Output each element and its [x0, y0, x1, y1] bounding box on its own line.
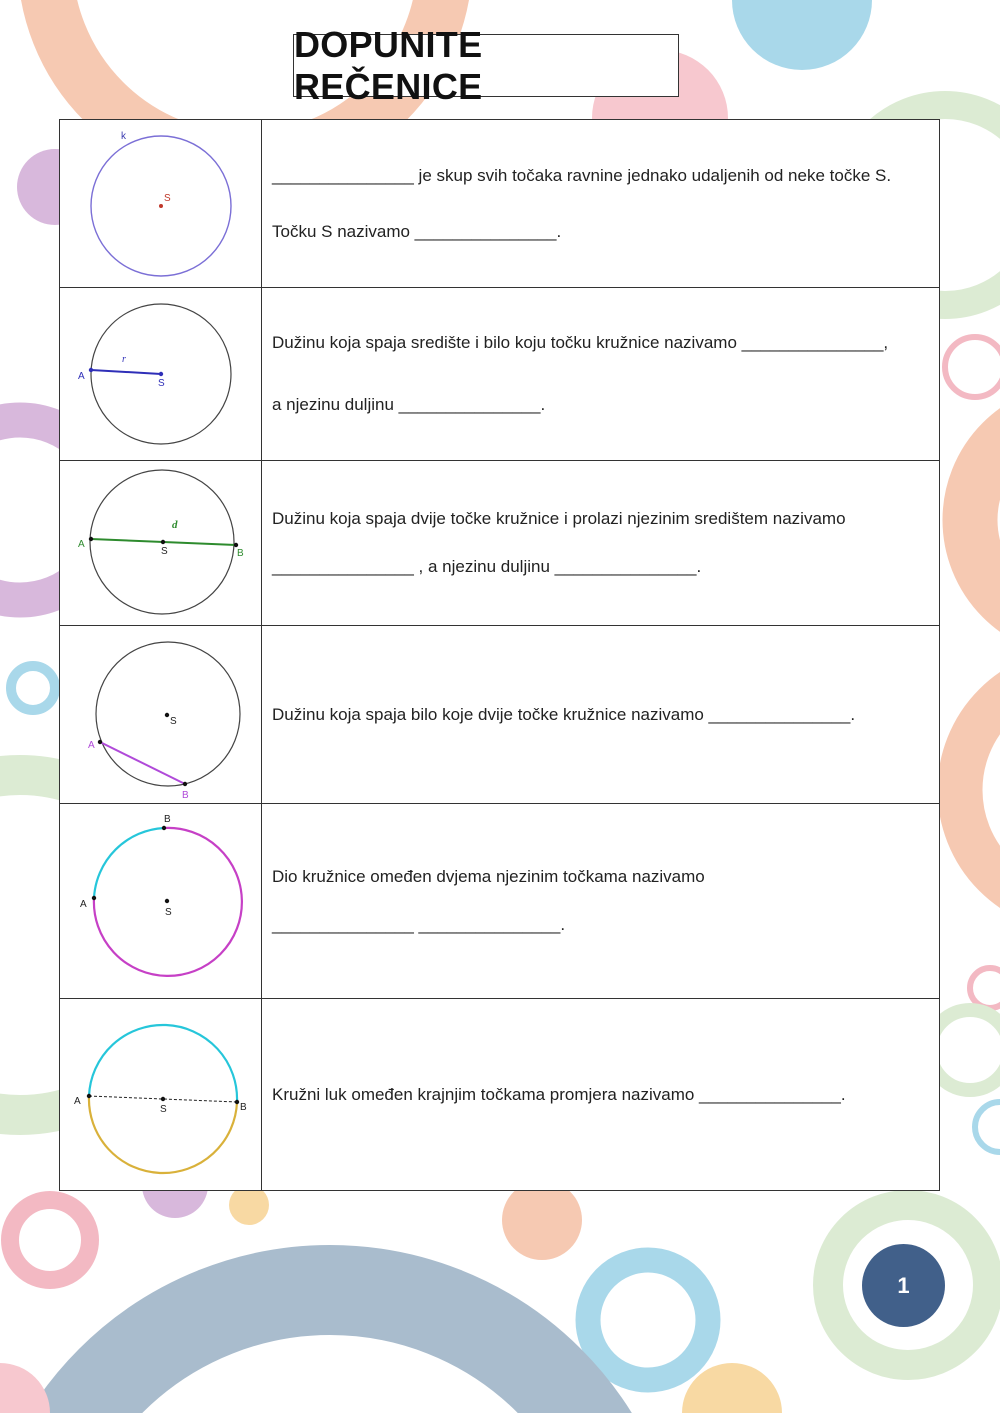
row-text: [262, 120, 940, 288]
table-row: [60, 288, 940, 461]
arc-minor: [94, 828, 164, 898]
row-text: [262, 804, 940, 999]
sentence-line: _______________ _______________.: [272, 915, 566, 934]
point-a: [92, 896, 96, 900]
label-a: A: [78, 539, 85, 550]
center-point: [161, 540, 165, 544]
row-text: [262, 626, 940, 804]
center-point: [159, 372, 163, 376]
sentence-line: a njezinu duljinu _______________.: [272, 395, 546, 414]
row-text: [262, 999, 940, 1191]
deco-ring-pink-bottom: [10, 1200, 90, 1280]
label-s: S: [161, 546, 168, 557]
deco-dot-yellow-bottom: [229, 1185, 269, 1225]
label-b: B: [164, 814, 171, 825]
label-b: B: [237, 548, 244, 559]
table-row: [60, 461, 940, 626]
sentence-line: Dužinu koja spaja dvije točke kružnice i prolazi njezinim središtem nazivamo: [272, 509, 846, 528]
deco-dot-pink-corner: [0, 1363, 50, 1413]
sentence-line: _______________ je skup svih točaka ravnine jednako udaljenih od neke točke S.: [272, 165, 892, 185]
sentence-line: Kružni luk omeđen krajnjim točkama promjera nazivamo _______________.: [272, 1084, 846, 1104]
table-row: [60, 804, 940, 999]
chord-segment: [100, 742, 185, 784]
worksheet-table: [59, 119, 940, 1191]
row-text: [262, 288, 940, 461]
point-a: [89, 537, 93, 541]
label-d: d: [172, 519, 178, 531]
figure-arc: [60, 804, 262, 999]
deco-ring-pink-right-2: [970, 968, 1000, 1008]
deco-ring-pink-right: [945, 337, 1000, 397]
row-text: [262, 461, 940, 626]
table-row: [60, 626, 940, 804]
figure-chord: [60, 626, 262, 804]
page-number-badge: 1: [862, 1244, 945, 1327]
center-point: [165, 899, 169, 903]
point-b: [162, 826, 166, 830]
point-b: [234, 543, 238, 547]
deco-ring-blue-left: [11, 666, 55, 710]
label-a: A: [88, 740, 95, 751]
page-title: DOPUNITE REČENICE: [293, 34, 679, 97]
table-row: [60, 120, 940, 288]
table-row: [60, 999, 940, 1191]
label-a: A: [74, 1096, 81, 1107]
figure-circle: [60, 120, 262, 288]
center-point: [159, 204, 163, 208]
label-s: S: [165, 907, 172, 918]
deco-ring-orange-right-2: [960, 670, 1000, 910]
sentence-line: Dio kružnice omeđen dvjema njezinim točkama nazivamo: [272, 867, 705, 886]
deco-ring-blue-bottom: [588, 1260, 708, 1380]
deco-ring-orange-right: [970, 410, 1000, 630]
figure-diameter: [60, 461, 262, 626]
deco-ring-green-right-2: [930, 1010, 1000, 1090]
figure-semicircle: [60, 999, 262, 1191]
sentence-line: Točku S nazivamo _______________.: [272, 221, 562, 241]
point-b: [235, 1100, 239, 1104]
label-a: A: [78, 371, 85, 382]
radius-segment: [91, 370, 161, 374]
label-k: k: [121, 131, 126, 142]
label-b: B: [182, 790, 189, 801]
deco-dot-blue-top: [732, 0, 872, 70]
figure-radius: [60, 288, 262, 461]
point-a: [89, 368, 93, 372]
deco-dot-orange-bottom: [502, 1180, 582, 1260]
label-b: B: [240, 1102, 247, 1113]
sentence-line: Dužinu koja spaja bilo koje dvije točke kružnice nazivamo _______________.: [272, 704, 856, 724]
label-s: S: [170, 716, 177, 727]
point-a: [98, 740, 102, 744]
sentence-line: Dužinu koja spaja središte i bilo koju točku kružnice nazivamo _______________,: [272, 333, 889, 352]
label-r: r: [122, 354, 126, 365]
sentence-line: _______________ , a njezinu duljinu _______________.: [272, 557, 702, 576]
label-s: S: [158, 378, 165, 389]
semicircle-top: [89, 1025, 237, 1102]
point-b: [183, 782, 187, 786]
center-point: [165, 713, 169, 717]
label-a: A: [80, 899, 87, 910]
deco-ring-big-slate: [20, 1290, 640, 1413]
deco-ring-blue-right: [975, 1102, 1000, 1152]
point-a: [87, 1094, 91, 1098]
center-point: [161, 1097, 165, 1101]
label-s: S: [164, 193, 171, 204]
label-s: S: [160, 1104, 167, 1115]
